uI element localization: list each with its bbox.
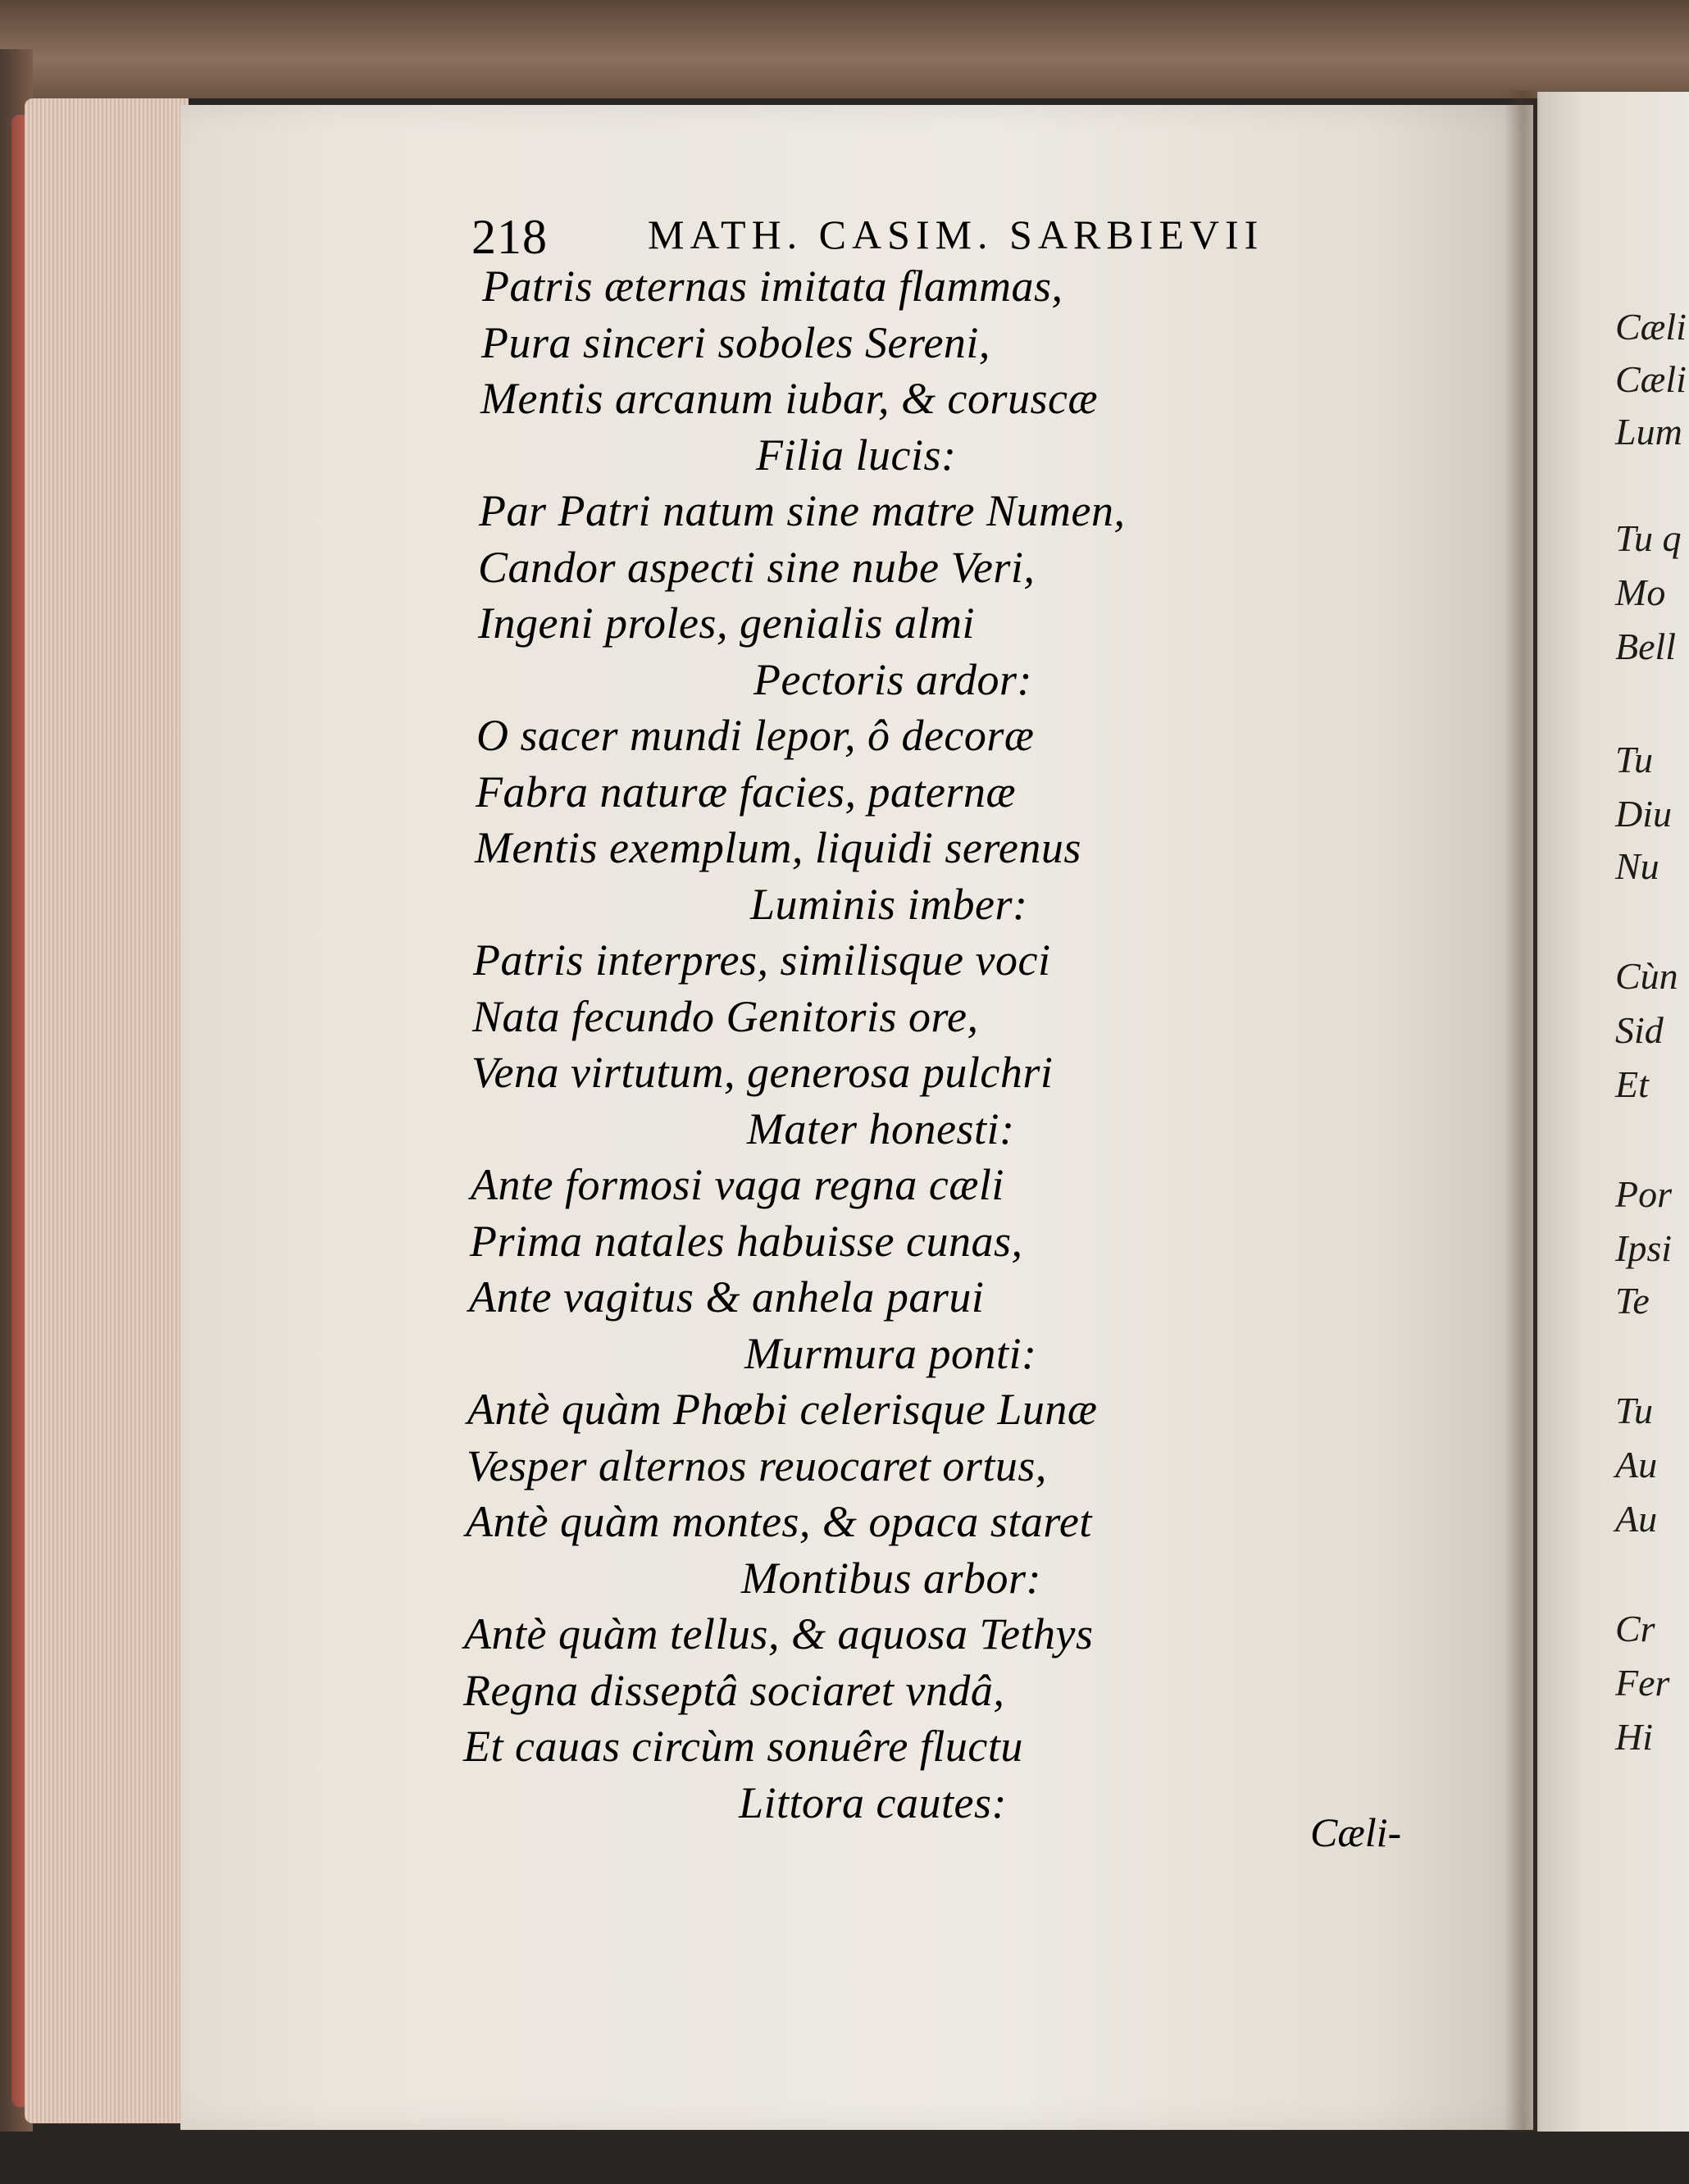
- facing-page-line: Lum: [1615, 411, 1682, 453]
- poem-adonic-line: Murmura ponti:: [744, 1328, 1037, 1378]
- poem-adonic-line: Littora cautes:: [739, 1777, 1007, 1827]
- facing-page-line: Sid: [1615, 1009, 1664, 1051]
- poem-line: Ingeni proles, genialis almi: [478, 598, 975, 648]
- facing-page-line: Hi: [1615, 1716, 1653, 1758]
- poem-adonic-line: Luminis imber:: [750, 879, 1028, 929]
- running-head: MATH. CASIM. SARBIEVII: [648, 212, 1264, 257]
- poem-line: Par Patri natum sine matre Numen,: [479, 486, 1126, 535]
- poem-line: Mentis exemplum, liquidi serenus: [475, 823, 1081, 872]
- facing-page-line: Au: [1615, 1498, 1658, 1540]
- facing-page-line: Tu: [1615, 739, 1654, 780]
- facing-page-line: Diu: [1615, 793, 1672, 835]
- poem-line: Fabra naturæ facies, paternæ: [476, 767, 1016, 817]
- right-page: [1537, 92, 1689, 2158]
- poem-line: Patris interpres, similisque voci: [473, 935, 1051, 985]
- facing-page-line: Cùn: [1615, 955, 1678, 997]
- poem-line: Antè quàm Phœbi celerisque Lunæ: [467, 1385, 1098, 1434]
- facing-page-line: Te: [1615, 1280, 1650, 1322]
- poem-adonic-line: Montibus arbor:: [741, 1553, 1042, 1603]
- poem-adonic-line: Filia lucis:: [756, 430, 957, 480]
- poem-line: Pura sinceri soboles Sereni,: [481, 317, 990, 367]
- poem-adonic-line: Mater honesti:: [747, 1103, 1015, 1153]
- poem-line: Ante formosi vaga regna cæli: [471, 1160, 1004, 1209]
- poem-line: Vesper alternos reuocaret ortus,: [467, 1440, 1047, 1490]
- facing-page-line: Bell: [1615, 626, 1677, 667]
- poem-line: Et cauas circùm sonuêre fluctu: [463, 1722, 1023, 1771]
- poem-adonic-line: Pectoris ardor:: [753, 654, 1032, 704]
- poem-line: Candor aspecti sine nube Veri,: [478, 542, 1036, 592]
- facing-page-line: Au: [1615, 1444, 1658, 1486]
- poem-line: Mentis arcanum iubar, & coruscæ: [480, 374, 1098, 423]
- facing-page-line: Fer: [1615, 1662, 1670, 1704]
- poem-line: Nata fecundo Genitoris ore,: [472, 991, 979, 1041]
- poem-line: O sacer mundi lepor, ô decoræ: [476, 711, 1035, 760]
- bottom-background: [0, 2132, 1689, 2184]
- facing-page-line: Tu: [1615, 1390, 1654, 1431]
- facing-page-line: Ipsi: [1615, 1227, 1672, 1269]
- catchword: Cæli-: [1310, 1809, 1402, 1855]
- poem-line: Ante vagitus & anhela parui: [469, 1272, 985, 1322]
- poem-line: Vena virtutum, generosa pulchri: [471, 1048, 1054, 1097]
- page-number: 218: [471, 210, 548, 264]
- page-header: [471, 209, 1316, 266]
- poem-line: Prima natales habuisse cunas,: [470, 1216, 1023, 1266]
- page-edges: [25, 98, 189, 2123]
- poem-line: Antè quàm montes, & opaca staret: [466, 1497, 1092, 1546]
- facing-page-line: Tu q: [1615, 517, 1682, 559]
- poem-line: Regna disseptâ sociaret vndâ,: [463, 1665, 1005, 1715]
- facing-page-line: Nu: [1615, 845, 1659, 887]
- facing-page-line: Cæli: [1615, 358, 1687, 400]
- facing-page-line: Et: [1615, 1063, 1649, 1105]
- poem-line: Patris æternas imitata flammas,: [482, 262, 1063, 311]
- poem-line: Antè quàm tellus, & aquosa Tethys: [464, 1609, 1094, 1658]
- gutter-shadow: [1505, 90, 1541, 2140]
- facing-page-line: Cæli: [1615, 306, 1687, 348]
- facing-page-line: Por: [1615, 1173, 1672, 1215]
- facing-page-line: Mo: [1615, 571, 1666, 613]
- facing-page-line: Cr: [1615, 1608, 1655, 1649]
- book-cover-top: [0, 0, 1689, 98]
